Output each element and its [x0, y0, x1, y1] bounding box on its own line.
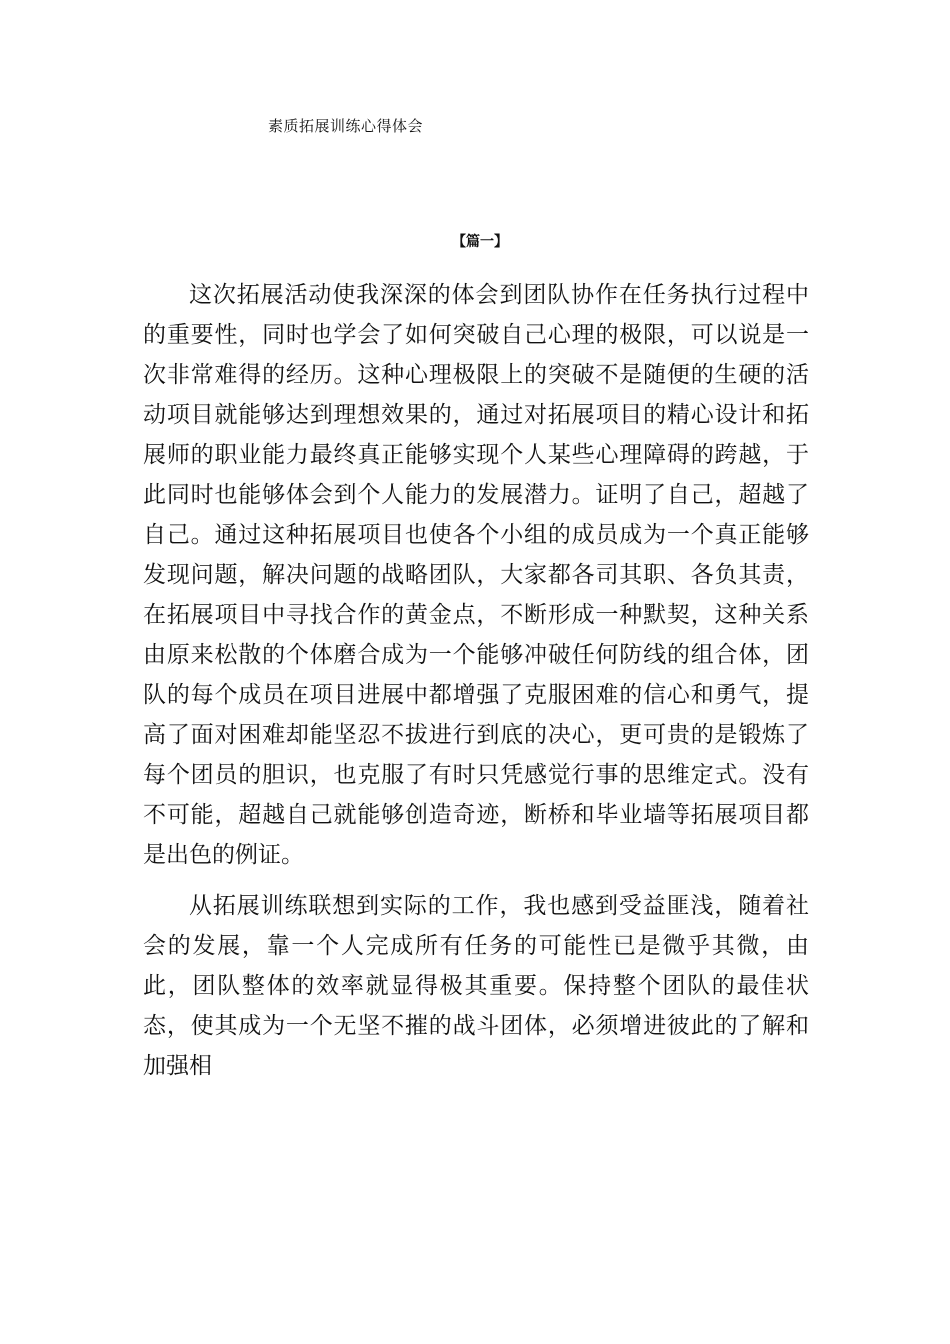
paragraph-1: 这次拓展活动使我深深的体会到团队协作在任务执行过程中的重要性，同时也学会了如何突破自己心理的极限，可以说是一次非常难得的经历。这种心理极限上的突破不是随便的生硬的活动项目就能够达到理想效果的，通过对拓展项目的精心设计和拓展师的职业能力最终真正能够实现个人某些心理障碍的跨越，于此同时也能够体会到个人能力的发展潜力。证明了自己，超越了自己。通过这种拓展项目也使各个小组的成员成为一个真正能够发现问题，解决问题的战略团队，大家都各司其职、各负其责，在拓展项目中寻找合作的黄金点，不断形成一种默契，这种关系由原来松散的个体磨合成为一个能够冲破任何防线的组合体，团队的每个成员在项目进展中都增强了克服困难的信心和勇气，提高了面对困难却能坚忍不拔进行到底的决心，更可贵的是锻炼了每个团员的胆识，也克服了有时只凭感觉行事的思维定式。没有不可能，超越自己就能够创造奇迹，断桥和毕业墙等拓展项目都是出色的例证。	[143, 282, 809, 868]
document-title: 素质拓展训练心得体会	[268, 117, 424, 135]
section-heading: 【篇一】	[452, 234, 508, 250]
paragraph-2: 从拓展训练联想到实际的工作，我也感到受益匪浅，随着社会的发展，靠一个人完成所有任务的可能性已是微乎其微，由此，团队整体的效率就显得极其重要。保持整个团队的最佳状态，使其成为一个无坚不摧的战斗团体，必须增进彼此的了解和加强相	[143, 893, 809, 1079]
document-body	[143, 275, 809, 1086]
